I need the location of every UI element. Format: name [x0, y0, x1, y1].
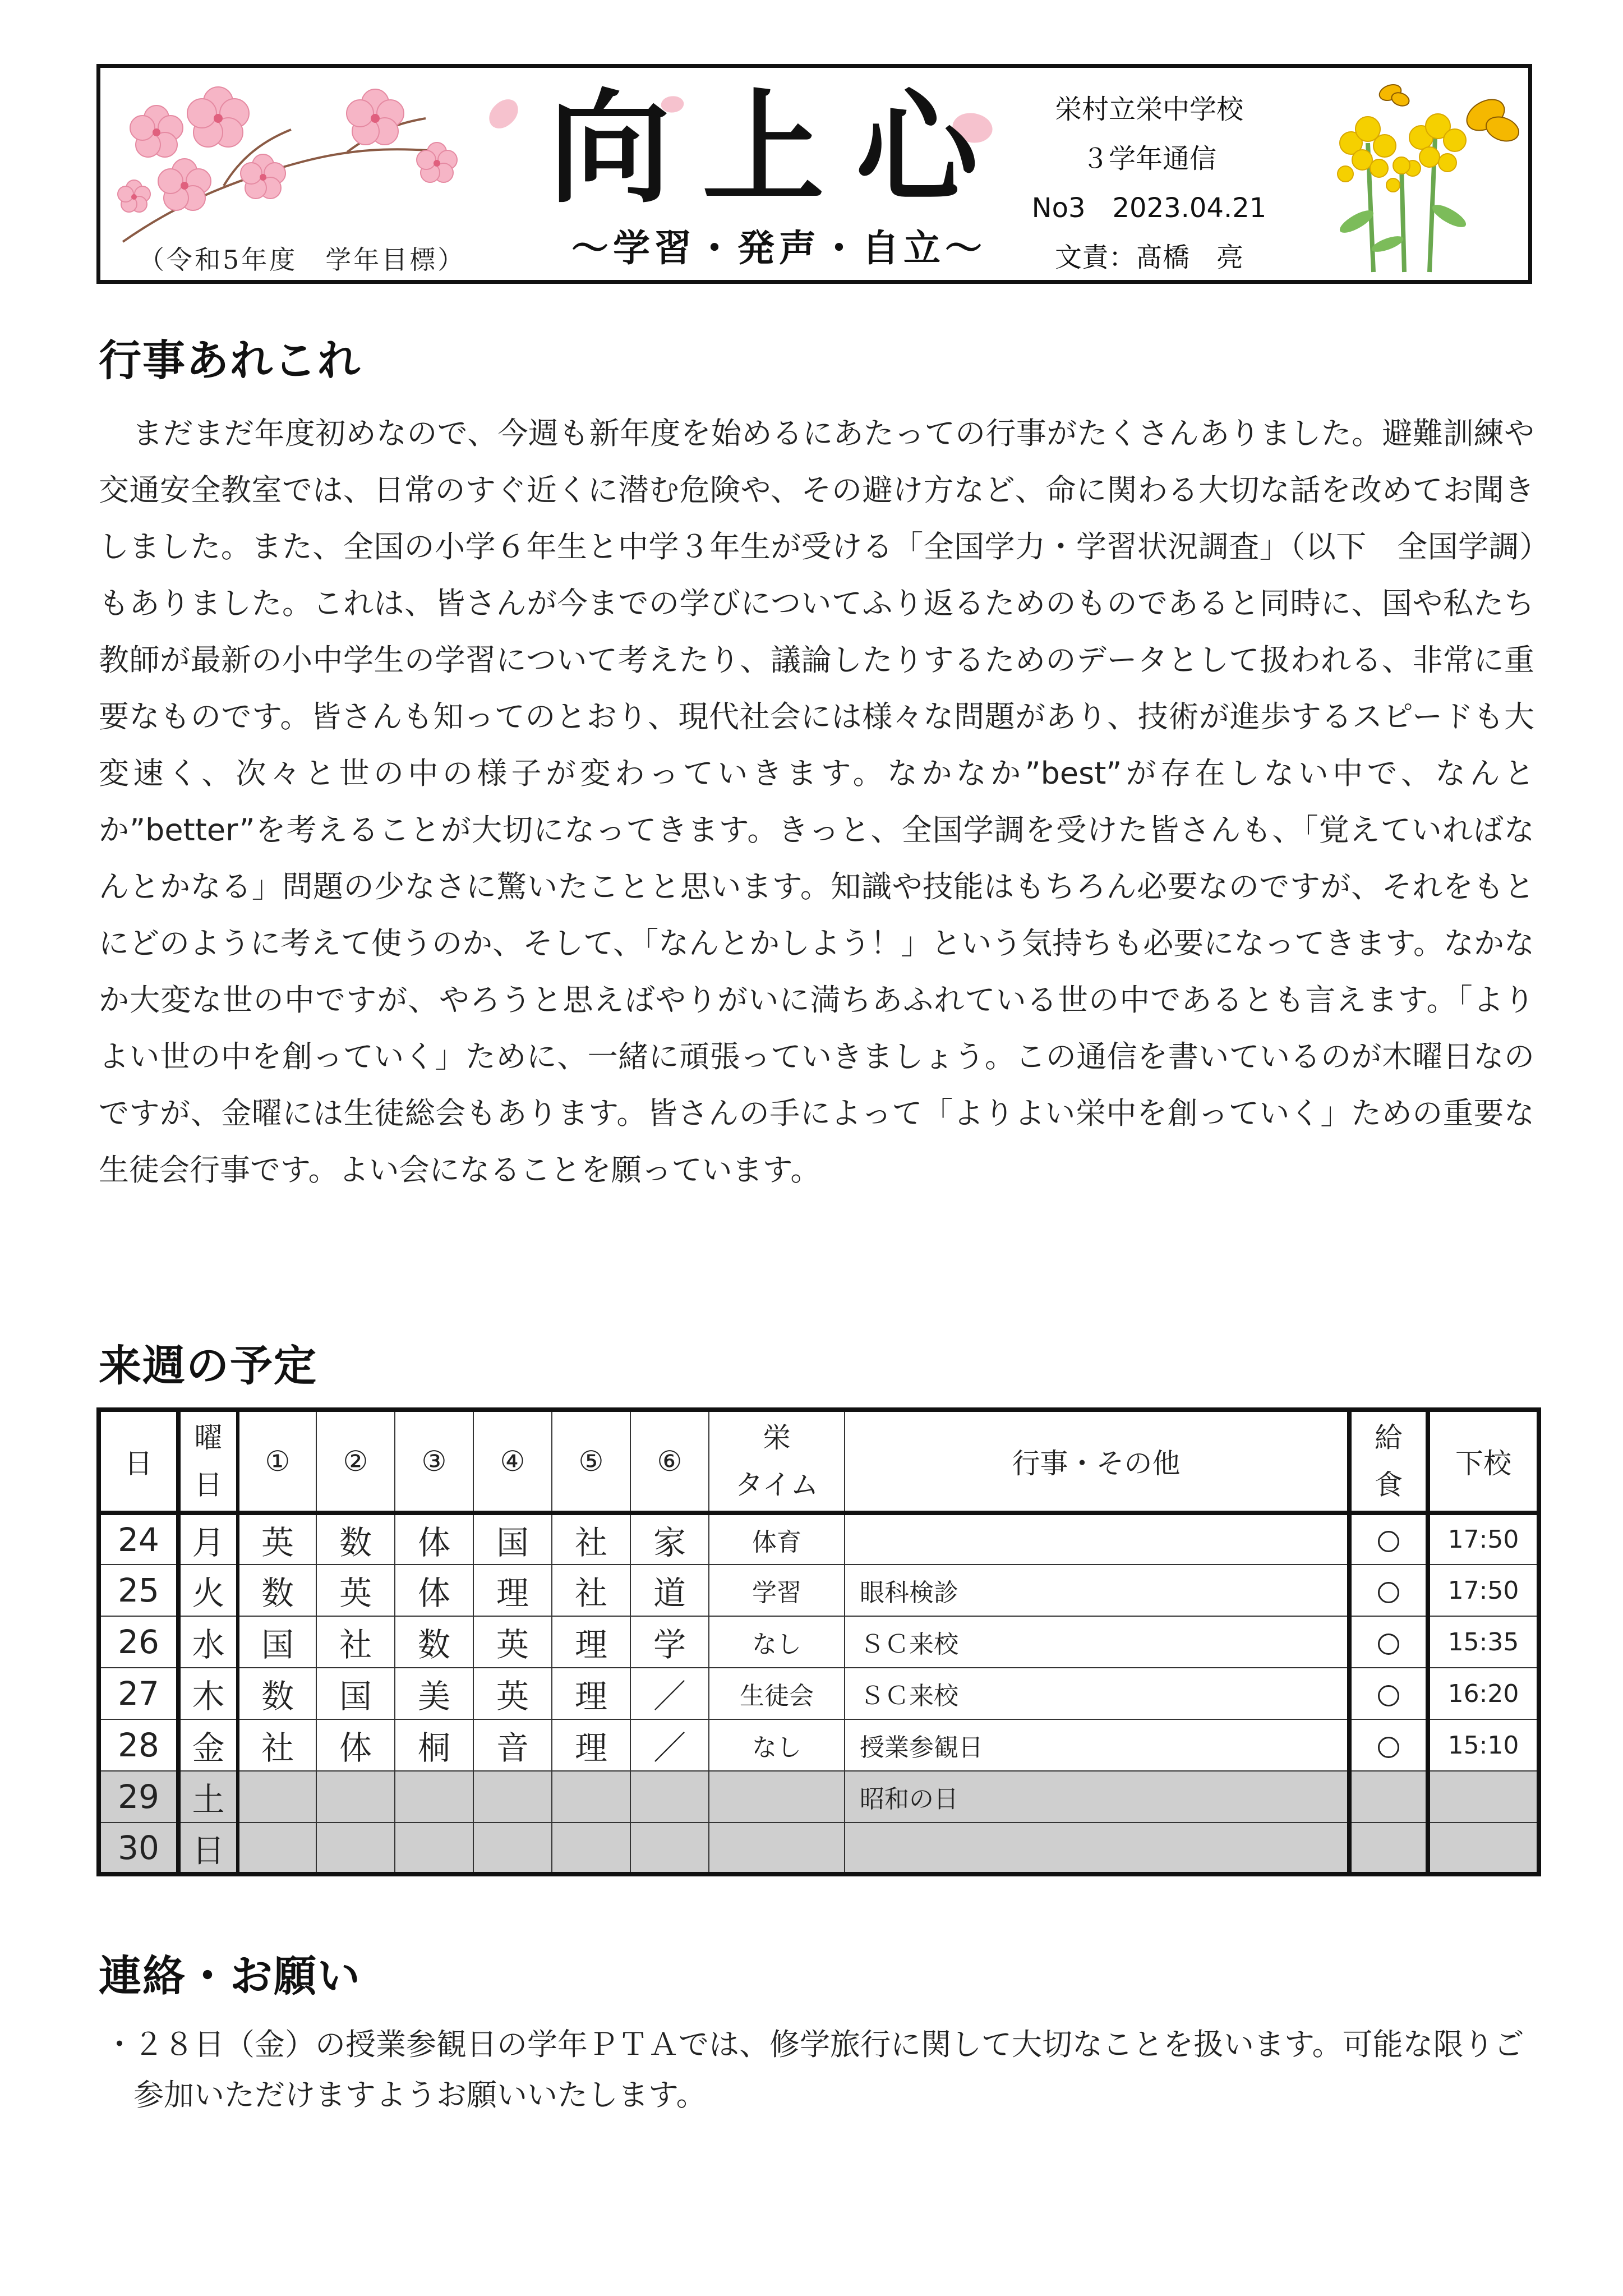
- cell-event: ＳＣ来校: [845, 1616, 1349, 1668]
- cell-period: [630, 1823, 709, 1874]
- rapeseed-flower-butterfly-illustration: [1301, 76, 1525, 278]
- cell-period: 体: [316, 1719, 395, 1771]
- cell-day: 月: [178, 1513, 238, 1565]
- cell-lunch: [1349, 1719, 1428, 1771]
- lunch-circle-icon: [1378, 1531, 1399, 1552]
- cell-period: 理: [552, 1668, 630, 1719]
- table-header-row: [99, 1410, 1539, 1513]
- cell-period: 英: [238, 1513, 316, 1565]
- cell-period: 美: [395, 1668, 473, 1719]
- table-row-holiday: [99, 1823, 1539, 1874]
- cell-event: 授業参観日: [845, 1719, 1349, 1771]
- cell-period: 学: [630, 1616, 709, 1668]
- lunch-circle-icon: [1378, 1582, 1399, 1603]
- newsletter-subtitle: ～学習・発声・自立～: [571, 226, 986, 270]
- cell-period: 理: [473, 1565, 552, 1616]
- header-info: [1031, 85, 1267, 282]
- newsletter-header: [96, 64, 1532, 284]
- cell-sakae-time: 学習: [709, 1565, 845, 1616]
- cell-period: 桐: [395, 1719, 473, 1771]
- cell-date: 29: [99, 1771, 178, 1823]
- weekly-schedule-table: [96, 1407, 1541, 1876]
- cell-day: 日: [178, 1823, 238, 1874]
- lunch-circle-icon: [1378, 1737, 1399, 1758]
- motto-label: （令和5年度 学年目標）: [139, 245, 466, 275]
- section-heading-schedule: 来週の予定: [99, 1341, 317, 1391]
- cell-lunch: [1349, 1513, 1428, 1565]
- cell-day: 木: [178, 1668, 238, 1719]
- newsletter-name: ３学年通信: [1081, 143, 1216, 174]
- cell-sakae-time: 体育: [709, 1513, 845, 1565]
- header-period-5: ⑤: [552, 1410, 630, 1513]
- cell-dismissal: 16:20: [1428, 1668, 1539, 1719]
- cherry-blossom-illustration: [112, 79, 471, 259]
- cell-lunch: [1349, 1565, 1428, 1616]
- cell-period: 理: [552, 1616, 630, 1668]
- school-name: 栄村立栄中学校: [1054, 94, 1243, 125]
- cell-period: 社: [238, 1719, 316, 1771]
- cell-period: 家: [630, 1513, 709, 1565]
- header-period-3: ③: [395, 1410, 473, 1513]
- cell-date: 26: [99, 1616, 178, 1668]
- cell-period: 数: [238, 1565, 316, 1616]
- cell-sakae-time: [709, 1771, 845, 1823]
- issue-number-date: No3 2023.04.21: [1031, 192, 1267, 224]
- cell-lunch: [1349, 1616, 1428, 1668]
- cell-period: 国: [473, 1513, 552, 1565]
- section-heading-notice: 連絡・お願い: [99, 1951, 361, 2001]
- cell-period: [395, 1823, 473, 1874]
- notice-text: ２８日（金）の授業参観日の学年ＰＴＡでは、修学旅行に関して大切なことを扱います。可能な限りご参加いただけますようお願いいたします。: [133, 2027, 1524, 2113]
- cell-lunch: [1349, 1668, 1428, 1719]
- cell-period: 国: [238, 1616, 316, 1668]
- events-body: [99, 405, 1534, 1198]
- cell-period: 音: [473, 1719, 552, 1771]
- cell-period: [552, 1823, 630, 1874]
- notice-item: [104, 2019, 1529, 2120]
- header-event: 行事・その他: [845, 1410, 1349, 1513]
- cell-date: 24: [99, 1513, 178, 1565]
- cell-event: 昭和の日: [845, 1771, 1349, 1823]
- cell-period: 社: [552, 1565, 630, 1616]
- cell-period: [630, 1771, 709, 1823]
- header-sakae-time: 栄 タイム: [709, 1410, 845, 1513]
- table-row: [99, 1565, 1539, 1616]
- cell-period: [552, 1771, 630, 1823]
- table-row: [99, 1616, 1539, 1668]
- cell-day: 金: [178, 1719, 238, 1771]
- cell-lunch: [1349, 1771, 1428, 1823]
- table-row: [99, 1719, 1539, 1771]
- cell-period: ／: [630, 1668, 709, 1719]
- cell-period: [473, 1771, 552, 1823]
- cell-period: 社: [552, 1513, 630, 1565]
- cell-period: [316, 1771, 395, 1823]
- table-row-holiday: [99, 1771, 1539, 1823]
- cell-period: 国: [316, 1668, 395, 1719]
- cell-period: [238, 1771, 316, 1823]
- newsletter-title: 向上心: [548, 76, 1009, 220]
- header-dismissal: 下校: [1428, 1410, 1539, 1513]
- cell-day: 土: [178, 1771, 238, 1823]
- header-day: 曜 日: [178, 1410, 238, 1513]
- cell-period: 英: [473, 1616, 552, 1668]
- cell-dismissal: [1428, 1823, 1539, 1874]
- cell-event: 眼科検診: [845, 1565, 1349, 1616]
- cell-event: [845, 1823, 1349, 1874]
- cell-period: 道: [630, 1565, 709, 1616]
- cell-sakae-time: なし: [709, 1616, 845, 1668]
- cell-dismissal: 17:50: [1428, 1513, 1539, 1565]
- cell-event: ＳＣ来校: [845, 1668, 1349, 1719]
- cell-period: 数: [316, 1513, 395, 1565]
- header-period-4: ④: [473, 1410, 552, 1513]
- cell-dismissal: [1428, 1771, 1539, 1823]
- cell-date: 28: [99, 1719, 178, 1771]
- cell-period: 理: [552, 1719, 630, 1771]
- cell-sakae-time: 生徒会: [709, 1668, 845, 1719]
- cell-dismissal: 15:10: [1428, 1719, 1539, 1771]
- cell-period: 社: [316, 1616, 395, 1668]
- cell-sakae-time: なし: [709, 1719, 845, 1771]
- table-row: [99, 1513, 1539, 1565]
- cell-dismissal: 15:35: [1428, 1616, 1539, 1668]
- cell-period: 英: [316, 1565, 395, 1616]
- header-period-6: ⑥: [630, 1410, 709, 1513]
- cell-day: 水: [178, 1616, 238, 1668]
- header-period-2: ②: [316, 1410, 395, 1513]
- table-row: [99, 1668, 1539, 1719]
- cell-period: 数: [395, 1616, 473, 1668]
- cell-period: 数: [238, 1668, 316, 1719]
- lunch-circle-icon: [1378, 1685, 1399, 1706]
- bullet-mark: ・: [104, 2027, 135, 2062]
- cell-period: [395, 1771, 473, 1823]
- cell-sakae-time: [709, 1823, 845, 1874]
- header-date: 日: [99, 1410, 178, 1513]
- cell-lunch: [1349, 1823, 1428, 1874]
- events-paragraph: まだまだ年度初めなので、今週も新年度を始めるにあたっての行事がたくさんありました。避難訓練や交通安全教室では、日常のすぐ近くに潜む危険や、その避け方など、命に関わる大切な話を改めてお聞きしました。また、全国の小学６年生と中学３年生が受ける「全国学力・学習状況調査」（以下 全国学調）もありました。これは、皆さんが今までの学びについてふり返るためのものであると同時に、国や私たち教師が最新の小中学生の学習について考えたり、議論したりするためのデータとして扱われる、非常に重要なものです。皆さんも知ってのとおり、現代社会には様々な問題があり、技術が進歩するスピードも大変速く、次々と世の中の様子が変わっていきます。なかなか”best”が存在しない中で、なんとか”better”を考えることが大切になってきます。きっと、全国学調を受けた皆さんも、「覚えていればなんとかなる」問題の少なさに驚いたことと思います。知識や技能はもちろん必要なのですが、それをもとにどのように考えて使うのか、そして、「なんとかしよう！」という気持ちも必要になってきます。なかなか大変な世の中ですが、やろうと思えばやりがいに満ちあふれている世の中であるとも言えます。「よりよい世の中を創っていく」ために、一緒に頑張っていきましょう。この通信を書いているのが木曜日なのですが、金曜には生徒総会もあります。皆さんの手によって「よりよい栄中を創っていく」ための重要な生徒会行事です。よい会になることを願っています。: [99, 416, 1534, 1188]
- cell-period: [316, 1823, 395, 1874]
- cell-period: [473, 1823, 552, 1874]
- cell-dismissal: 17:50: [1428, 1565, 1539, 1616]
- cell-period: 英: [473, 1668, 552, 1719]
- cell-day: 火: [178, 1565, 238, 1616]
- cell-period: 体: [395, 1513, 473, 1565]
- cell-period: 体: [395, 1565, 473, 1616]
- header-period-1: ①: [238, 1410, 316, 1513]
- cell-date: 25: [99, 1565, 178, 1616]
- header-lunch: 給 食: [1349, 1410, 1428, 1513]
- cell-date: 27: [99, 1668, 178, 1719]
- editor-name: 文責：髙橋 亮: [1054, 242, 1243, 273]
- lunch-circle-icon: [1378, 1634, 1399, 1655]
- cell-event: [845, 1513, 1349, 1565]
- cell-period: [238, 1823, 316, 1874]
- cell-date: 30: [99, 1823, 178, 1874]
- cell-period: ／: [630, 1719, 709, 1771]
- section-heading-events: 行事あれこれ: [99, 335, 361, 385]
